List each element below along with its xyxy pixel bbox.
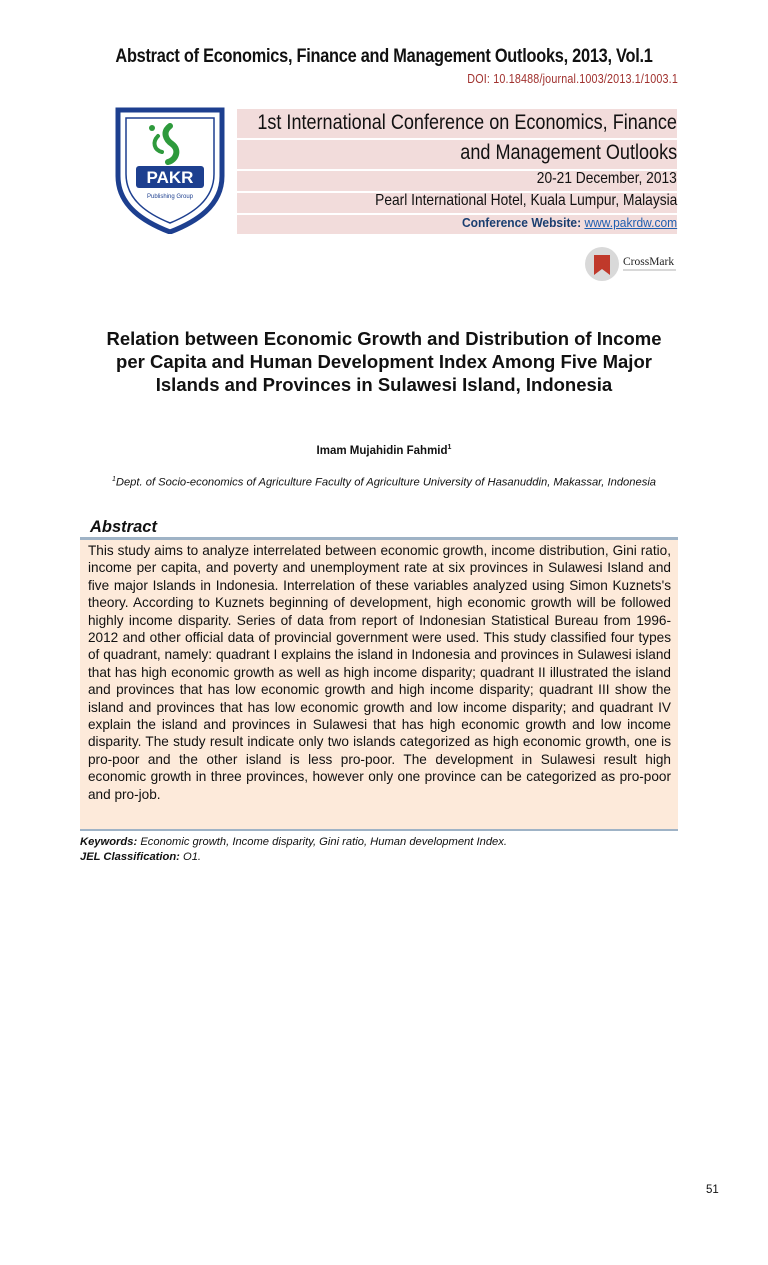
conference-title-line2: and Management Outlooks [460,141,677,164]
page-number: 51 [706,1184,719,1196]
abstract-heading: Abstract [90,518,157,536]
conference-website [462,216,677,230]
website-link[interactable]: www.pakrdw.com [584,216,677,230]
conference-box [237,109,677,234]
logo-text: PAKR [146,168,194,187]
author-superscript: 1 [447,444,452,451]
affiliation [100,472,668,491]
author-name: Imam Mujahidin Fahmid [316,444,448,457]
keywords-value: Economic growth, Income disparity, Gini ratio, Human development Index. [140,836,507,848]
doi-link[interactable]: DOI: 10.18488/journal.1003/2013.1/1003.1 [467,72,678,86]
affiliation-superscript: 1 [111,476,116,483]
jel-classification [80,851,201,863]
conference-venue: Pearl International Hotel, Kuala Lumpur, Malaysia [374,192,677,209]
jel-value: O1. [183,851,202,863]
journal-title: Abstract of Economics, Finance and Management Outlooks, 2013, Vol.1 [115,46,653,67]
crossmark-badge[interactable] [584,245,679,283]
conference-dates: 20-21 December, 2013 [537,170,677,187]
abstract-text: This study aims to analyze interrelated between economic growth, income distribution, Gini ratio, income per capita, and poverty and unemployment rate at six provinces in Sulawesi Island and five major Islands in Indonesia. Interrelation of these variables analyzed using Simon Kuznets's theory. According to Kuznets beginning of development, high economic growth will be followed highly income disparity. Series of data from report of Indonesian Statistical Bureau from 1996-2012 and other official data of provincial government were used. This study classified four types of quadrant, namely: quadrant I explains the island in Indonesia and provinces in Sulawesi island that has high economic growth as well as high income disparity; quadrant II illustrated the island and provinces that has low economic growth and high income disparity; quadrant III show the island and provinces that has low economic growth and low income disparity; and quadrant IV explain the island and provinces in Sulawesi that has high economic growth and low income disparity. The study result indicate only two islands categorized as high economic growth, one is pro-poor and the other island is less pro-poor. The development in Sulawesi result high economic growth in three provinces, however only one province can be categorized as pro-poor and pro-job. [88,543,671,802]
shield-logo-icon [112,106,228,234]
keywords [80,836,507,848]
abstract-bottom-rule [80,829,678,831]
conference-title-line1: 1st International Conference on Economics, Finance [257,111,677,134]
paper-title: Relation between Economic Growth and Distribution of Income per Capita and Human Development Index Among Five Major Islands and Provinces in Sulawesi Island, Indonesia [106,328,662,395]
keywords-label: Keywords: [80,836,138,848]
author [0,444,768,457]
logo-subtext: Publishing Group [146,194,194,200]
website-label: Conference Website: [461,216,581,230]
crossmark-text: CrossMark [623,256,675,268]
affiliation-text: Dept. of Socio-economics of Agriculture Faculty of Agriculture University of Hasanuddin, Makassar, Indonesia [115,476,657,489]
jel-label: JEL Classification: [80,851,180,863]
